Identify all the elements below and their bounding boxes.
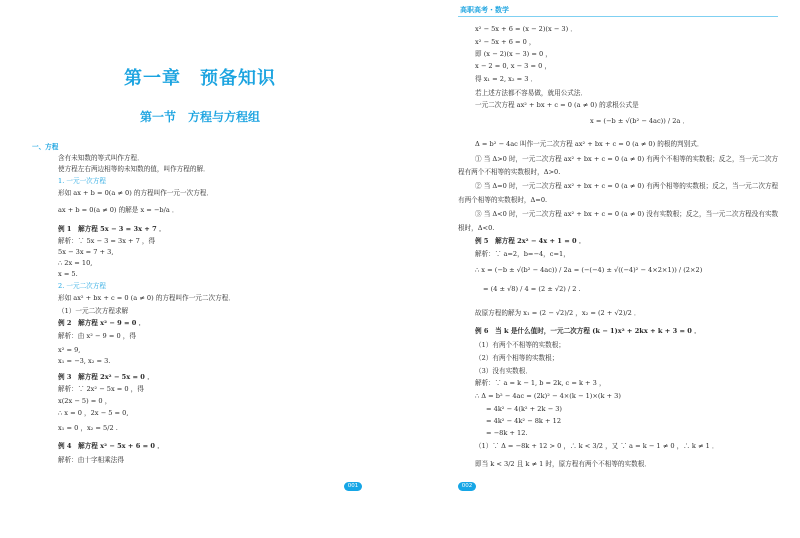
text-line: x² = 9, [58, 346, 81, 354]
chapter-title: 第一章 预备知识 [124, 68, 276, 89]
text-line: （1）有两个不相等的实数根； [475, 341, 565, 349]
text-line: x = 5. [58, 270, 78, 278]
subheading: 2. 一元二次方程 [58, 282, 106, 290]
text-line: 解析：由十字相乘法得 [58, 456, 124, 464]
text-line: 解析：由 x² − 9 = 0 ，得 [58, 332, 136, 340]
text-line: 根时，Δ<0. [458, 224, 495, 232]
text-line: （3）没有实数根． [475, 367, 532, 375]
text-line: 解析：∵ a = k − 1, b = 2k, c = k + 3 ， [475, 379, 606, 387]
text-line: 含有未知数的等式叫作方程． [58, 154, 144, 162]
text-line: x(2x − 5) = 0 ， [58, 397, 112, 405]
text-line: = (4 ± √8) / 4 = (2 ± √2) / 2 . [483, 285, 581, 293]
example-line: 例 5 解方程 2x² − 4x + 1 = 0 ． [475, 237, 586, 245]
text-line: x² − 5x + 6 = 0 ， [475, 38, 536, 46]
text-line: ② 当 Δ=0 时，一元二次方程 ax² + bx + c = 0 (a ≠ 0) 有两个相等的实数根；反之，当一元二次方程 [475, 182, 779, 190]
text-line: 解析：∵ 2x² − 5x = 0 ，得 [58, 385, 144, 393]
text-line: 解析：∵ 5x − 3 = 3x + 7 ，得 [58, 237, 156, 245]
example-line: 例 1 解方程 5x − 3 = 3x + 7 ． [58, 225, 166, 233]
text-line: ax + b = 0(a ≠ 0) 的解是 x = −b/a ． [58, 206, 179, 214]
right-page [400, 0, 800, 538]
example-line: 例 3 解方程 2x² − 5x = 0 ． [58, 373, 154, 381]
text-line: 故原方程的解为 x₁ = (2 − √2)/2 ，x₂ = (2 + √2)/2 ． [475, 309, 641, 317]
text-line: 形如 ax + b = 0(a ≠ 0) 的方程叫作一元一次方程． [58, 189, 213, 197]
page-number-badge: 001 [344, 482, 362, 491]
text-line: 程有两个不相等的实数根时，Δ>0. [458, 168, 561, 176]
header-divider [458, 16, 778, 17]
text-line: 得 x₁ = 2, x₂ = 3 ． [475, 75, 538, 83]
page-number-badge: 002 [458, 482, 476, 491]
text-line: = 4k² − 4k² − 8k + 12 [486, 417, 562, 425]
example-line: 例 4 解方程 x² − 5x + 6 = 0 ． [58, 442, 164, 450]
text-line: 即当 k < 3/2 且 k ≠ 1 时，原方程有两个不相等的实数根． [475, 460, 651, 468]
text-line: 即 (x − 2)(x − 3) = 0 ， [475, 50, 552, 58]
text-line: 5x − 3x = 7 + 3, [58, 248, 114, 256]
text-line: 若上述方法都不容易做，就用公式法． [475, 89, 588, 97]
text-line: ∴ x = (−b ± √(b² − 4ac)) / 2a = (−(−4) ± √((−4)² − 4×2×1)) / (2×2) [475, 266, 703, 274]
text-line: ∴ 2x = 10, [58, 259, 93, 267]
text-line: x = (−b ± √(b² − 4ac)) / 2a ． [590, 117, 690, 125]
text-line: = −8k + 12. [486, 429, 528, 437]
example-line: 例 6 当 k 是什么值时，一元二次方程 (k − 1)x² + 2kx + k + 3 = 0 ． [475, 327, 701, 335]
text-line: 一元二次方程 ax² + bx + c = 0 (a ≠ 0) 的求根公式是 [475, 101, 639, 109]
text-line: ∴ Δ = b² − 4ac = (2k)² − 4×(k − 1)×(k + 3) [475, 392, 621, 400]
text-line: ① 当 Δ>0 时，一元二次方程 ax² + bx + c = 0 (a ≠ 0) 有两个不相等的实数根；反之，当一元二次方 [475, 155, 779, 163]
text-line: x₁ = 0 ，x₂ = 5/2 . [58, 424, 118, 432]
text-line: （1）一元二次方程求解 [58, 307, 129, 315]
text-line: x₁ = −3, x₂ = 3. [58, 357, 111, 365]
text-line: （1）∵ Δ = −8k + 12 > 0 ，∴ k < 3/2 ，又 ∵ a = k − 1 ≠ 0 ，∴ k ≠ 1 ． [475, 442, 719, 450]
section-title: 第一节 方程与方程组 [139, 110, 260, 124]
text-line: x − 2 = 0, x − 3 = 0 ， [475, 62, 551, 70]
text-line: = 4k² − 4(k² + 2k − 3) [486, 405, 562, 413]
example-line: 例 2 解方程 x² − 9 = 0 ． [58, 319, 146, 327]
text-line: 形如 ax² + bx + c = 0 (a ≠ 0) 的方程叫作一元二次方程． [58, 294, 235, 302]
text-line: ③ 当 Δ<0 时，一元二次方程 ax² + bx + c = 0 (a ≠ 0) 没有实数根；反之，当一元二次方程没有实数 [475, 210, 779, 218]
text-line: 有两个相等的实数根时，Δ=0. [458, 196, 548, 204]
text-line: Δ = b² − 4ac 叫作一元二次方程 ax² + bx + c = 0 (a ≠ 0) 的根的判别式． [475, 140, 704, 148]
text-line: 解析：∵ a=2，b=−4，c=1， [475, 250, 570, 258]
text-line: ∴ x = 0 ，2x − 5 = 0, [58, 409, 129, 417]
running-header: 高职高考・数学 [460, 6, 509, 14]
subheading: 一、方程 [32, 143, 59, 151]
subheading: 1. 一元一次方程 [58, 177, 106, 185]
text-line: x² − 5x + 6 = (x − 2)(x − 3) ． [475, 25, 577, 33]
text-line: 使方程左右两边相等的未知数的值，叫作方程的解． [58, 165, 210, 173]
text-line: （2）有两个相等的实数根； [475, 354, 559, 362]
